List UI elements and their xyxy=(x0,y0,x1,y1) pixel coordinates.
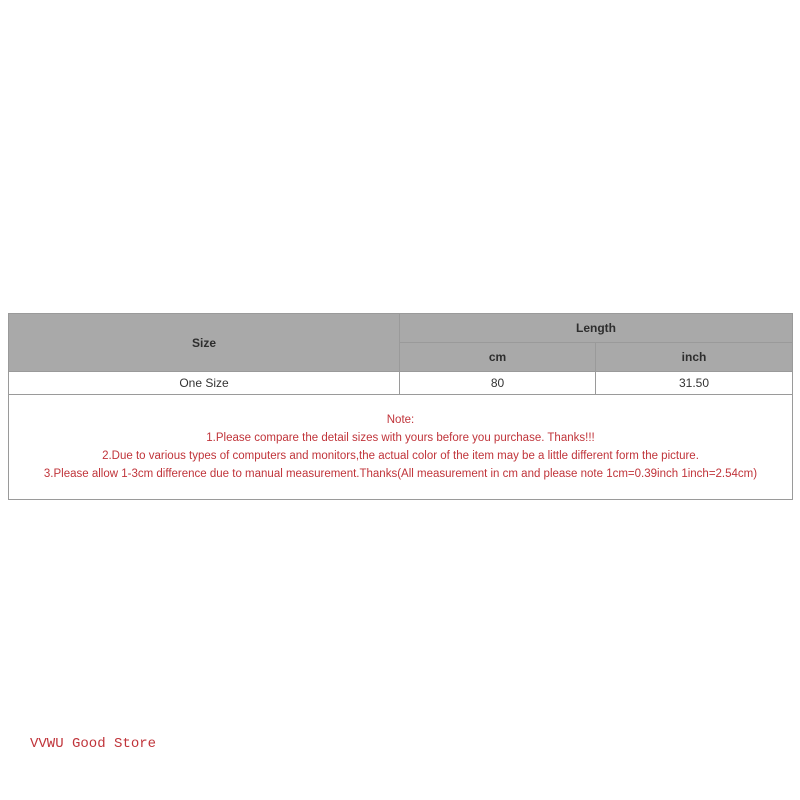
cm-header: cm xyxy=(400,343,596,372)
notes-cell xyxy=(9,395,793,500)
notes-row xyxy=(9,395,793,500)
inch-cell: 31.50 xyxy=(596,372,793,395)
note-item-3: 3.Please allow 1-3cm difference due to manual measurement.Thanks(All measurement in cm and please note 1cm=0.39inch 1inch=2.54cm) xyxy=(43,468,758,480)
table-row xyxy=(9,372,793,395)
note-title: Note: xyxy=(386,414,415,426)
note-item-1: 1.Please compare the detail sizes with yours before you purchase. Thanks!!! xyxy=(206,432,595,444)
inch-header: inch xyxy=(596,343,793,372)
size-cell: One Size xyxy=(9,372,400,395)
size-header: Size xyxy=(9,314,400,372)
note-item-2: 2.Due to various types of computers and monitors,the actual color of the item may be a little different form the picture. xyxy=(102,450,699,462)
header-row-1 xyxy=(9,314,793,343)
store-watermark: VVWU Good Store xyxy=(30,736,157,752)
length-header: Length xyxy=(400,314,793,343)
size-chart-table xyxy=(8,313,793,500)
cm-cell: 80 xyxy=(400,372,596,395)
